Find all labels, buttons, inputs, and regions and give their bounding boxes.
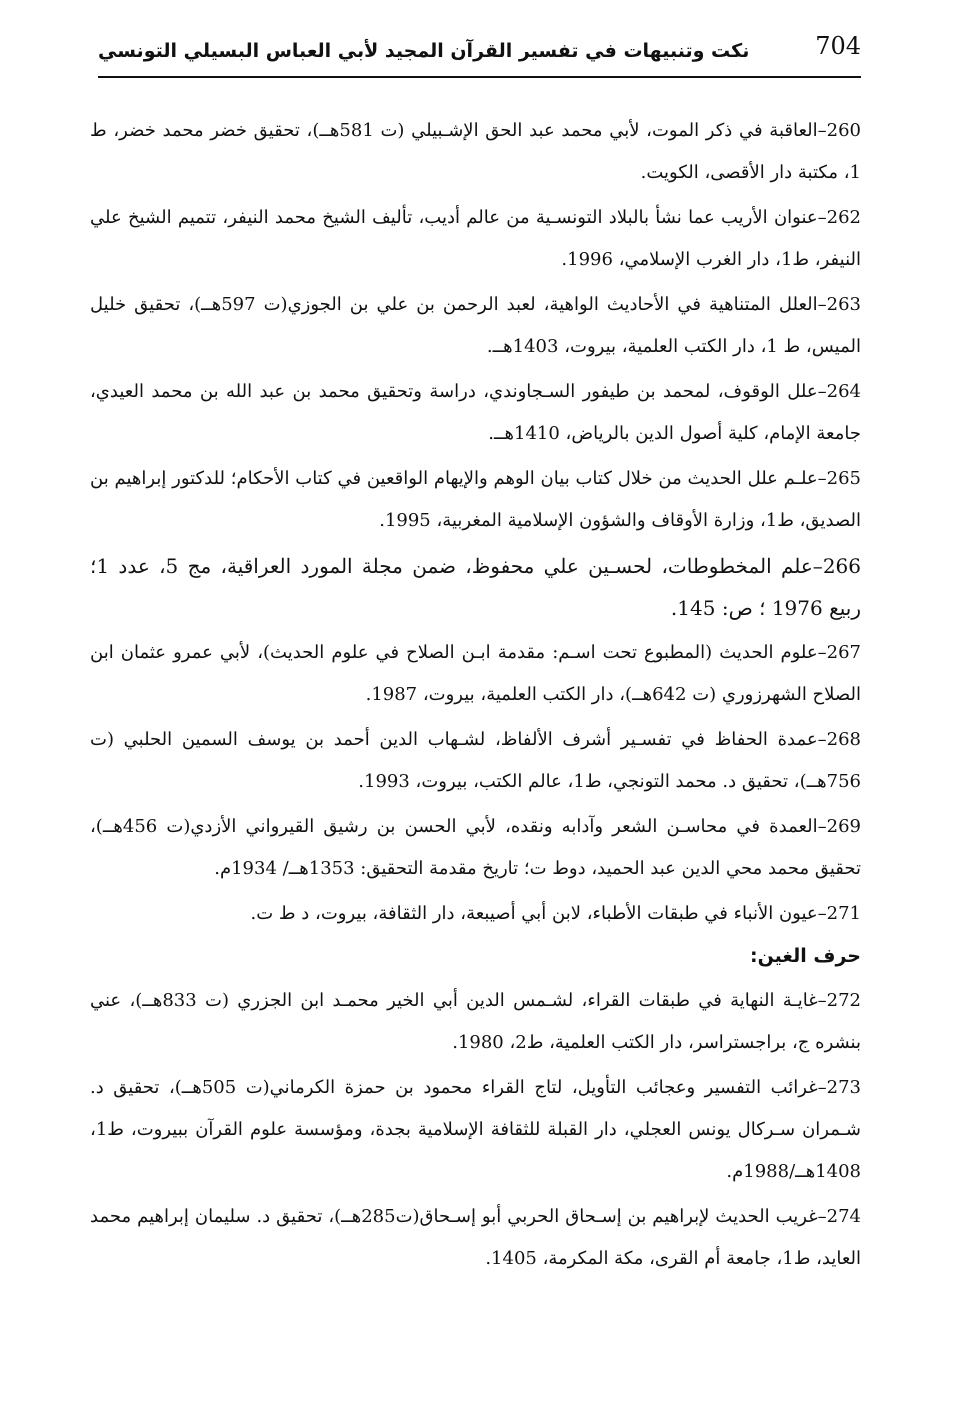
bibliography-entry: 272–غايـة النهاية في طبقات القراء، لشـمس الدين أبي الخير محمـد ابن الجزري (ت 833هــ)، عني بنشره ج، براجستراسر، دار الكتب العلمية، ط2، 1980. — [90, 990, 861, 1053]
section-heading: حرف الغين: — [749, 945, 861, 967]
bibliography-entry: 269–العمدة في محاسـن الشعر وآدابه ونقده، لأبي الحسن بن رشيق القيرواني الأزدي(ت 456هــ)، تحقيق محمد محي الدين عبد الحميد، دوط ت؛ تاريخ مقدمة التحقيق: 1353هــ/ 1934م. — [90, 816, 861, 879]
bibliography-entry: 273–غرائب التفسير وعجائب التأويل، لتاج القراء محمود بن حمزة الكرماني(ت 505هــ)، تحقيق د. شـمران سـركال يونس العجلي، دار القبلة للثقافة الإسلامية بجدة، ومؤسسة علوم القرآن ببيروت، ط1، 1408هــ/1988م. — [90, 1077, 862, 1182]
bibliography-entry: 266–علم المخطوطات، لحسـين علي محفوظ، ضمن مجلة المورد العراقية، مج 5، عدد 1؛ ربيع 1976 ؛ ص: 145. — [90, 554, 861, 620]
page-header — [98, 28, 861, 78]
bibliography-entry: 267–علوم الحديث (المطبوع تحت اسـم: مقدمة ابـن الصلاح في علوم الحديث)، لأبي عمرو عثمان ابن الصلاح الشهرزوري (ت 642هــ)، دار الكتب العلمية، بيروت، 1987. — [90, 642, 861, 705]
bibliography-entry: 265–علـم علل الحديث من خلال كتاب بيان الوهم والإيهام الواقعين في كتاب الأحكام؛ للدكتور إبراهيم بن الصديق، ط1، وزارة الأوقاف والشؤون الإسلامية المغربية، 1995. — [90, 468, 861, 531]
bibliography-entry: 271–عيون الأنباء في طبقات الأطباء، لابن أبي أصيبعة، دار الثقافة، بيروت، د ط ت. — [250, 903, 861, 924]
bibliography-list — [90, 110, 861, 1283]
bibliography-entry: 268–عمدة الحفاظ في تفسـير أشرف الألفاظ، لشـهاب الدين أحمد بن يوسف السمين الحلبي (ت 756هــ)، تحقيق د. محمد التونجي، ط1، عالم الكتب، بيروت، 1993. — [90, 729, 861, 792]
bibliography-entry: 274–غريب الحديث لإبراهيم بن إسـحاق الحربي أبو إسـحاق(ت285هــ)، تحقيق د. سليمان إبراهيم محمد العايد، ط1، جامعة أم القرى، مكة المكرمة، 1405. — [90, 1206, 861, 1269]
bibliography-entry: 263–العلل المتناهية في الأحاديث الواهية، لعبد الرحمن بن علي بن الجوزي(ت 597هــ)، تحقيق خليل الميس، ط 1، دار الكتب العلمية، بيروت، 1403هــ. — [90, 294, 861, 357]
bibliography-entry: 262–عنوان الأريب عما نشأ بالبلاد التونسـية من عالم أديب، تأليف الشيخ محمد النيفر، تتميم الشيخ علي النيفر، ط1، دار الغرب الإسلامي، 1996. — [90, 207, 861, 270]
bibliography-entry: 264–علل الوقوف، لمحمد بن طيفور السـجاوندي، دراسة وتحقيق محمد بن عبد الله بن محمد العيدي، جامعة الإمام، كلية أصول الدين بالرياض، 1410هــ. — [90, 381, 861, 444]
running-title: نكت وتنبيهات في تفسير القرآن المجيد لأبي العباس البسيلي التونسي — [98, 40, 750, 62]
page-number: 704 — [815, 32, 861, 60]
bibliography-entry: 260–العاقبة في ذكر الموت، لأبي محمد عبد الحق الإشـبيلي (ت 581هــ)، تحقيق خضر محمد خضر، ط 1، مكتبة دار الأقصى، الكويت. — [90, 120, 861, 183]
